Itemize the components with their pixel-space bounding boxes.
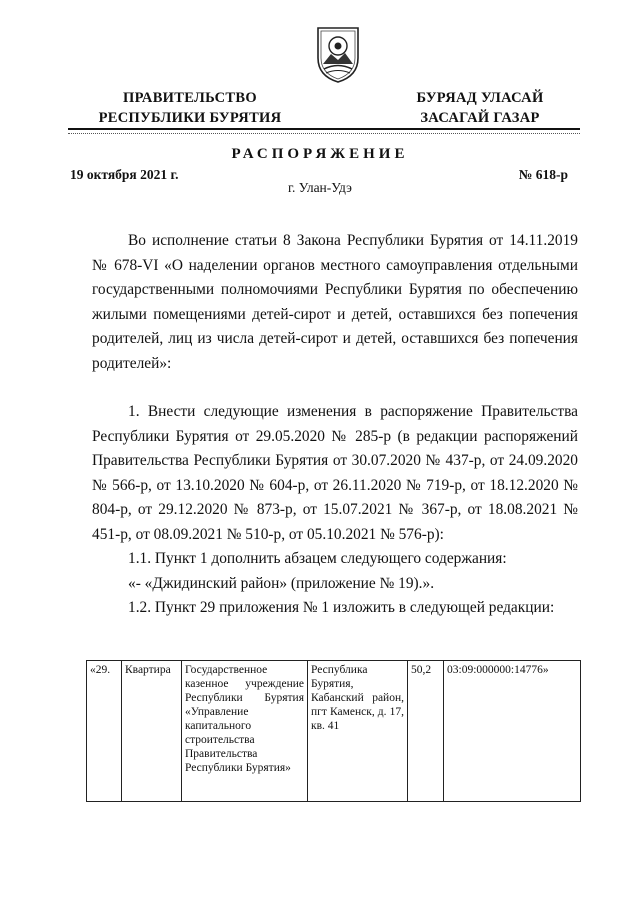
header-right-line2: ЗАСАГАЙ ГАЗАР xyxy=(420,110,540,126)
item-1-1-paragraph: 1.1. Пункт 1 дополнить абзацем следующего содержания: xyxy=(128,550,507,567)
document-title: РАСПОРЯЖЕНИЕ xyxy=(231,146,409,162)
header-left-line2: РЕСПУБЛИКИ БУРЯТИЯ xyxy=(98,110,282,126)
property-table xyxy=(86,660,581,802)
cell-number: «29. xyxy=(87,661,122,802)
cell-cadastral-number: 03:09:000000:14776» xyxy=(444,661,581,802)
cell-type: Квартира xyxy=(122,661,182,802)
document-number: № 618-р xyxy=(518,167,568,182)
header-left-line1: ПРАВИТЕЛЬСТВО xyxy=(123,90,257,106)
header-divider-thick xyxy=(68,128,580,130)
document-date: 19 октября 2021 г. xyxy=(70,167,179,182)
document-city: г. Улан-Удэ xyxy=(288,180,352,195)
cell-area: 50,2 xyxy=(408,661,444,802)
header-right-line1: БУРЯАД УЛАСАЙ xyxy=(416,90,544,106)
item-1-1-quote: «- «Джидинский район» (приложение № 19).». xyxy=(128,574,435,592)
cell-owner: Государственное казенное учреждение Республики Бурятия «Управление капитального строительства Правительства Республики Бурятия» xyxy=(182,661,308,802)
item-1-2-paragraph: 1.2. Пункт 29 приложения № 1 изложить в следующей редакции: xyxy=(128,599,555,616)
table-row xyxy=(87,661,581,802)
cell-address: Республика Бурятия, Кабанский район, пгт Каменск, д. 17, кв. 41 xyxy=(308,661,408,802)
republic-emblem-icon xyxy=(312,24,364,84)
document-body xyxy=(92,229,578,621)
government-name-russian xyxy=(70,88,310,128)
item-1-paragraph: 1. Внести следующие изменения в распоряжение Правительства Республики Бурятия от 29.05.2020 № 285-р (в редакции распоряжений Правительства Республики Бурятия от 30.07.2020 № 437-р, от 24.09.2020 № 566-р, от 13.10.2020 № 604-р, от 26.11.2020 № 719-р, от 18.12.2020 № 804-р, от 29.12.2020 № 873-р, от 15.07.2021 № 367-р, от 18.08.2021 № 451-р, от 08.09.2021 № 510-р, от 05.10.2021 № 576-р): xyxy=(92,403,578,543)
header-divider-thin xyxy=(68,133,580,134)
preamble-paragraph: Во исполнение статьи 8 Закона Республики Бурятия от 14.11.2019 № 678-VI «О наделении органов местного самоуправления отдельными государственными полномочиями Республики Бурятия по обеспечению жилыми помещениями детей-сирот и детей, оставшихся без попечения родителей, лиц из числа детей-сирот и детей, оставшихся без попечения родителей»: xyxy=(92,232,578,372)
government-name-buryat xyxy=(382,88,578,128)
